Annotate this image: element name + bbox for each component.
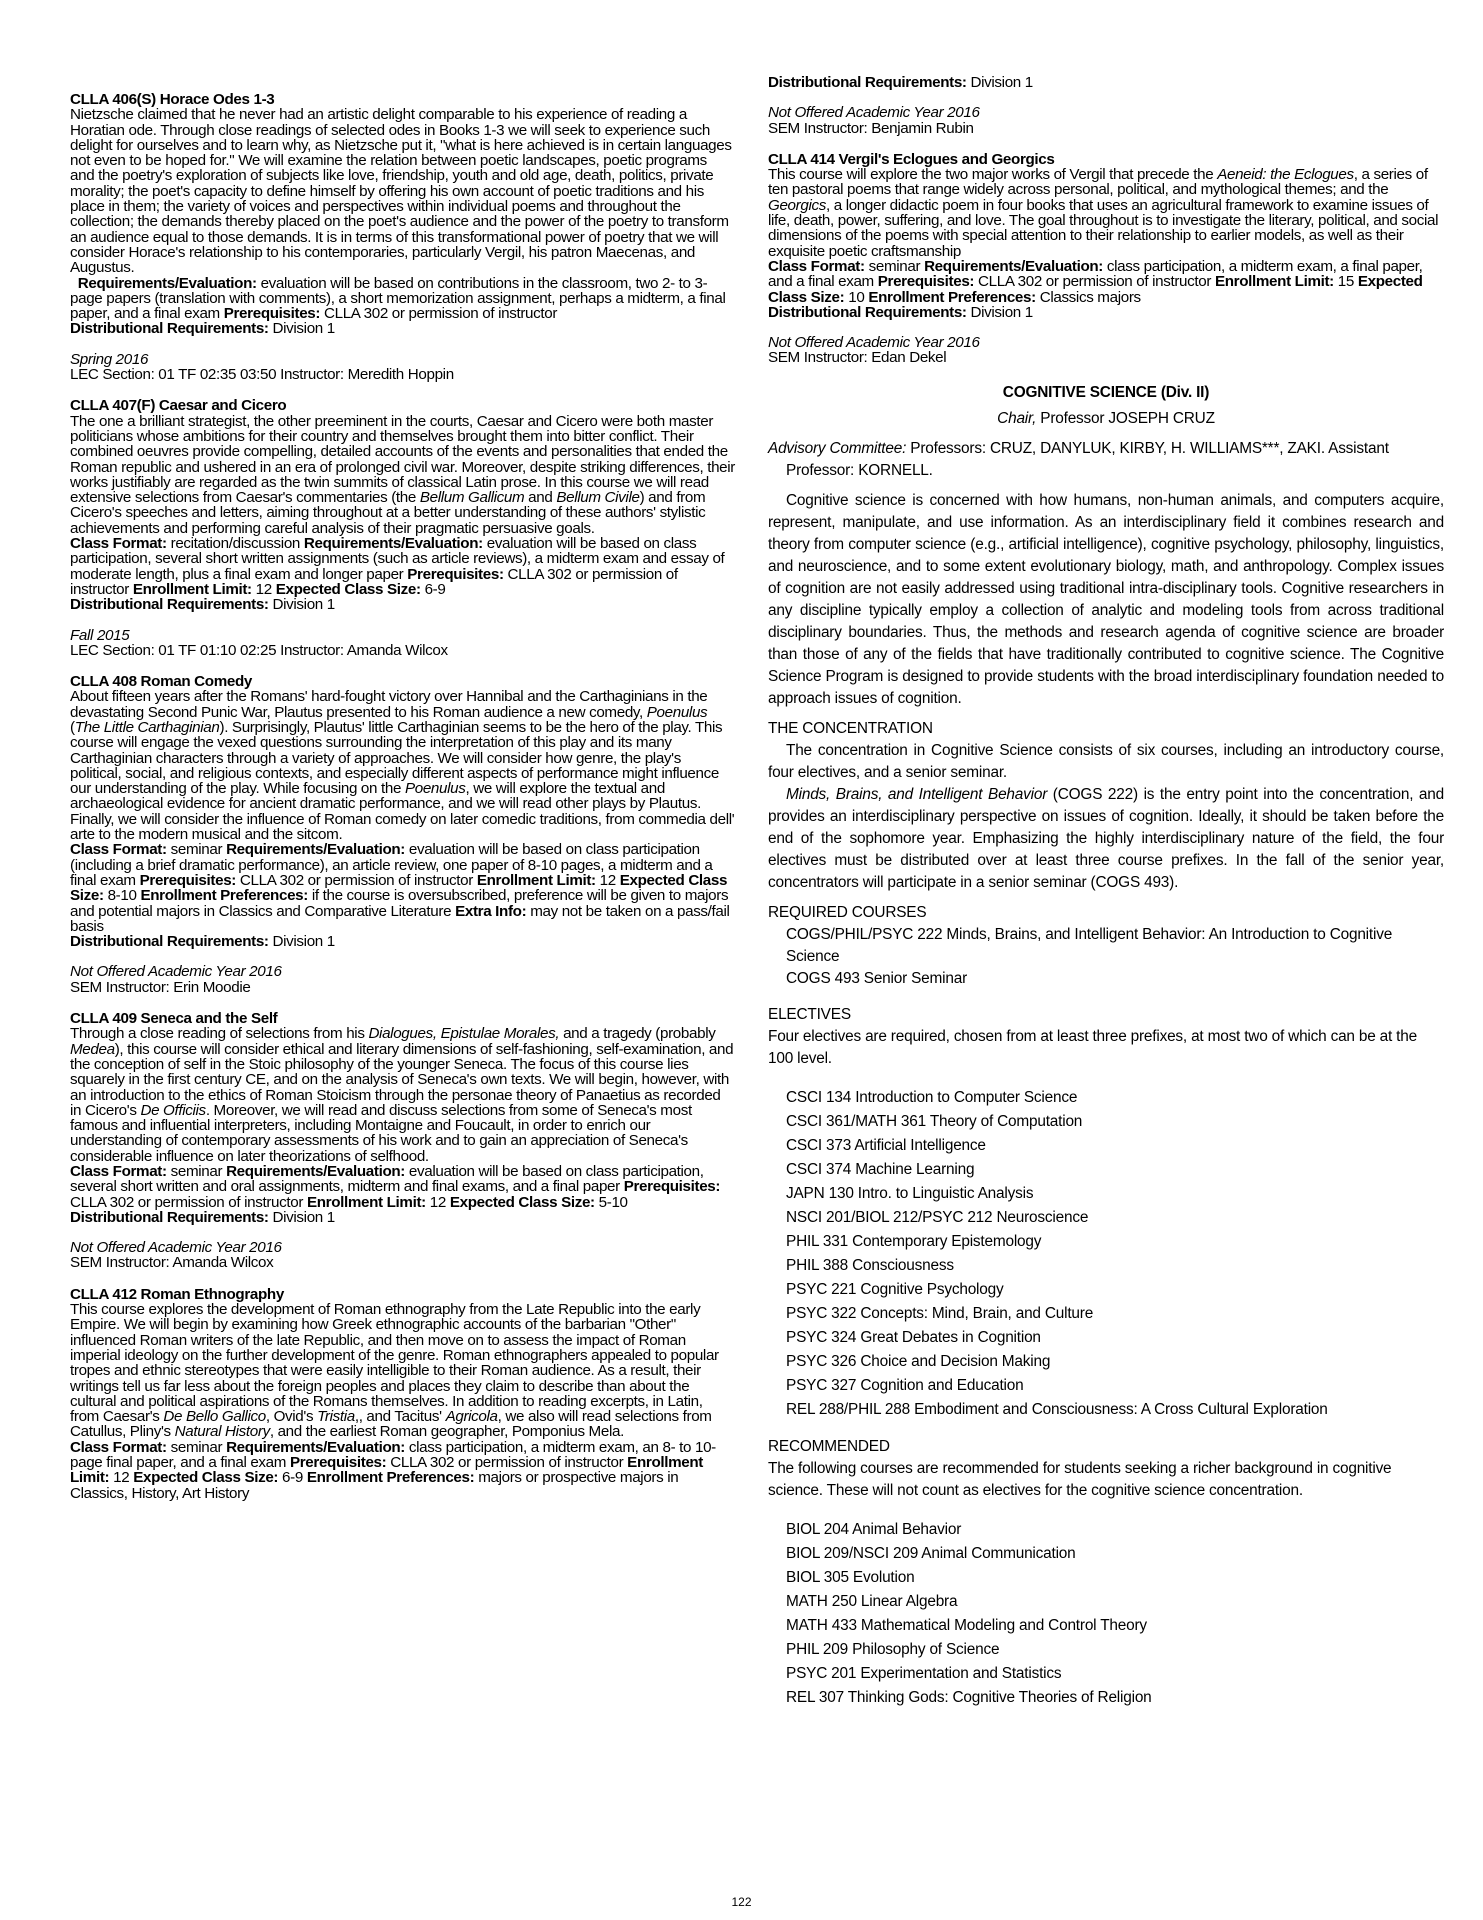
enroll-label: Enrollment Limit: [306,1193,426,1211]
format-value: seminar [868,257,921,275]
course-description [70,414,735,536]
offering [768,335,1444,366]
elective-course: CSCI 134 Introduction to Computer Science [786,1088,1078,1106]
dist-value: Division 1 [272,320,335,338]
offering-section: LEC Section: 01 TF 01:10 02:25 Instructor: Amanda Wilcox [70,641,448,659]
req-value: class participation, a midterm exam, an 8- to 10-page final paper, and a final exam [70,1438,716,1472]
page-number: 122 [731,1895,752,1909]
text-run: ,, and Tacitus' [354,1408,446,1426]
italic-title: De Officiis [140,1101,206,1119]
course-title: CLLA 414 Vergil's Eclogues and Georgics [768,150,1055,168]
recommended-course: PSYC 201 Experimentation and Statistics [786,1664,1062,1682]
concentration-paragraph-2: Minds, Brains, and Intelligent Behavior (COGS 222) is the entry point into the concentration, and provides an interdisciplinary perspective on issues of cognition. Ideally, it should be taken before the end of the sophomore year. Emphasizing the highly interdisciplinary nature of the field, the four electives must be distributed over at least three course prefixes. In the fall of the senior year, concentrators will participate in a senior seminar (COGS 493). [768,785,1444,891]
format-value: seminar [170,1163,223,1180]
format-label: Class Format: [70,535,167,553]
req-label: Requirements/Evaluation: [77,274,257,292]
text-run: About fifteen years after the Romans' hard-fought victory over Hannibal and the Carthaginians in the devastating Second Punic War, Plautus presented to his Roman audience a new comedy, [70,688,708,721]
concentration-paragraph-1: The concentration in Cognitive Science consists of six courses, including an introductory course, four electives, and a senior seminar. [768,741,1444,781]
course-continuation [768,75,1444,366]
offering-section: SEM Instructor: Edan Dekel [768,349,947,367]
text-run: . Moreover, we will read and discuss selections from some of Seneca's most famous and influential interpreters, including Montaigne and Foucault, in order to enrich our understanding of contemporary assessments of his work and to gain an appreciation of Seneca's considerable influence on later theorizations of selfhood. [70,1101,692,1165]
pref-label: Enrollment Preferences: [868,288,1036,306]
size-value: 8-10 [107,887,137,905]
course-details [70,1164,735,1210]
text-run: Through a close reading of selections from his [70,1025,369,1043]
elective-course: PSYC 327 Cognition and Education [786,1376,1024,1394]
recommended-course: BIOL 209/NSCI 209 Animal Communication [786,1544,1076,1562]
course-description [70,1302,735,1440]
format-label: Class Format: [768,257,865,275]
recommended-course: REL 307 Thinking Gods: Cognitive Theories of Religion [786,1688,1152,1706]
course-details [70,536,735,597]
text-run: and a tragedy (probably [559,1025,716,1043]
dist-value: Division 1 [272,1208,335,1226]
course-entry [70,92,735,382]
enroll-value: 12 [113,1469,130,1487]
text-run: , a longer didactic poem in four books that uses an agricultural framework to examine issues of life, death, power, suffering, and love. The goal throughout is to investigate the literary, political, and social dimensions of the poems with special attention to their relationship to earlier models, as well as their exquisite poetic craftsmanship [768,196,1439,260]
dist-line [768,305,1444,320]
text-run: ( [70,718,75,736]
offering-section: SEM Instructor: Benjamin Rubin [768,119,974,137]
offering-term: Not Offered Academic Year 2016 [768,104,980,122]
dist-line [70,597,735,612]
text-run: ). Surprisingly, Plautus' little Carthaginian seems to be the hero of the play. This course will engage the vexed questions surrounding the interpretation of this play and its many Carthaginian characters through a variety of approaches. We will consider how genre, the play's political, social, and religious contexts, and especially different aspects of performance might influence our understanding of the play. While focusing on the [70,718,723,798]
course-description [768,167,1444,259]
course-details [70,276,735,322]
electives-intro: Four electives are required, chosen from at least three prefixes, at most two of which can be at the 100 level. [768,1027,1417,1067]
required-course: COGS/PHIL/PSYC 222 Minds, Brains, and Intelligent Behavior: An Introduction to Cognitive Science [786,925,1393,965]
recommended-heading: RECOMMENDED [768,1437,890,1455]
course-details [70,842,735,934]
advisory-committee: Advisory Committee: Professors: CRUZ, DANYLUK, KIRBY, H. WILLIAMS***, ZAKI. Assistant Professor: KORNELL. [768,439,1389,479]
italic-title: Poenulus [404,780,466,798]
enroll-label: Enrollment Limit: [70,1454,703,1487]
recommended-course: BIOL 204 Animal Behavior [786,1520,962,1538]
prereq-label: Prerequisites: [223,305,321,323]
dist-line: Distributional Requirements: Division 1 [768,74,1033,91]
recommended-course: MATH 433 Mathematical Modeling and Control Theory [786,1616,1147,1634]
offering-term: Not Offered Academic Year 2016 [768,334,980,352]
italic-title: Bellum Gallicum [419,489,525,507]
req-label: Requirements/Evaluation: [924,257,1104,275]
italic-title: Dialogues, Epistulae Morales, [368,1025,560,1043]
dist-value: Division 1 [272,933,335,951]
enroll-label: Enrollment Limit: [1214,273,1334,291]
text-run: , a series of ten pastoral poems that range widely across personal, political, and mythological themes; and the [768,166,1428,199]
format-label: Class Format: [70,841,167,859]
left-column [70,0,735,1517]
offering-term: Spring 2016 [70,350,149,368]
italic-title: Bellum Civile [556,489,640,507]
req-value: evaluation will be based on contributions in the classroom, two 2- to 3-page papers (translation with comments), a short memorization assignment, perhaps a midterm, a final paper, and a final exam [70,274,726,323]
prereq-label: Prerequisites: [623,1178,721,1196]
elective-course: PSYC 324 Great Debates in Cognition [786,1328,1041,1346]
req-label: Requirements/Evaluation: [226,1163,406,1180]
dist-label: Distributional Requirements: [70,933,269,951]
italic-title: Poenulus [646,703,708,721]
course-entry [70,1011,735,1271]
text-run: , and the earliest Roman geographer, Pomponius Mela. [269,1423,624,1441]
dist-line [70,321,735,336]
offering-term: Not Offered Academic Year 2016 [70,1239,282,1257]
text-run: , we also will read selections from Catullus, Pliny's [70,1408,712,1441]
offering [70,964,735,995]
elective-course: PHIL 331 Contemporary Epistemology [786,1232,1042,1250]
pref-value: if the course is oversubscribed, preference will be given to majors and potential majors in Classics and Comparative Literature [70,887,729,920]
italic-title: Georgics [768,196,826,214]
size-label: Expected Class Size: [275,580,421,598]
pref-label: Enrollment Preferences: [306,1469,475,1487]
prereq-label: Prerequisites: [877,273,975,291]
recommended-intro: The following courses are recommended for students seeking a richer background in cognitive science. These will not count as electives for the cognitive science concentration. [768,1459,1392,1499]
course-description: Nietzsche claimed that he never had an artistic delight comparable to his experience of reading a Horatian ode. Through close readings of selected odes in Books 1-3 we will seek to experience such delight for ourselves and to learn why, as Nietzsche put it, "what is here achieved is in certain languages not even to be hoped for." We will examine the relation between poetic landscapes, poetic programs and the poetry's exploration of subjects like love, friendship, youth and old age, death, politics, private morality; the poet's capacity to define himself by offering his own account of poetic traditions and his place in them; the variety of voices and perspectives within individual poems and throughout the collection; the demands thereby placed on the poet's audience and the power of the poetry to transform an audience equal to those demands. It is in terms of this transformational power of poetry that we will consider Horace's relationship to his contemporaries, particularly Vergil, his patron Maecenas, and Augustus. [70,106,732,277]
enroll-value: 12 [599,871,616,889]
size-label: Expected Class Size: [133,1469,279,1487]
recommended-course: BIOL 305 Evolution [786,1568,915,1586]
prereq-value: CLLA 302 or permission of instructor [390,1454,624,1472]
text-run: ), this course will consider ethical and literary dimensions of self-fashioning, self-examination, and the conception of self in the Stoic philosophy of the younger Seneca. The focus of this course lies squarely in the first century CE, and on the analysis of Seneca's own texts. We will begin, however, with an introduction to the ethics of Roman Stoicism through the personae theory of Panaetius as recorded in Cicero's [70,1040,734,1119]
req-value: evaluation will be based on class participation, several short written and oral assignments, midterm and final exams, and a final paper [70,1163,704,1196]
format-label: Class Format: [70,1163,167,1180]
offering [70,352,735,383]
format-value: seminar [170,841,223,859]
elective-course: PSYC 326 Choice and Decision Making [786,1352,1051,1370]
course-entry [70,398,735,658]
prereq-value: CLLA 302 or permission of instructor [324,305,558,323]
prereq-label: Prerequisites: [289,1454,387,1472]
prereq-value: CLLA 302 or permission of instructor [978,273,1212,291]
elective-course: PHIL 388 Consciousness [786,1256,954,1274]
text-run: , Ovid's [265,1408,318,1426]
prereq-value: CLLA 302 or permission of instructor [70,1193,304,1211]
enroll-value: 15 [1337,273,1354,291]
text-run: and [524,489,557,507]
elective-course: CSCI 361/MATH 361 Theory of Computation [786,1112,1083,1130]
text-run: The one a brilliant strategist, the other preeminent in the courts, Caesar and Cicero were both master politicians whose ambitions for their country and themselves brought them into bitter conflict. Their combined oeuvres provide compelling, detailed accounts of the events and personalities that ended the Roman republic and ushered in an era of prolonged civil war. Moreover, despite striking differences, their works justifiably are regarded as the twin summits of classical Latin prose. In this course we will read extensive selections from Caesar's commentaries (the [70,412,736,507]
size-label: Expected Class Size: [768,273,1423,306]
offering [768,105,1444,136]
prereq-label: Prerequisites: [139,871,237,889]
required-course: COGS 493 Senior Seminar [786,969,968,987]
pref-value: Classics majors [1039,288,1141,306]
size-value: 5-10 [598,1193,628,1211]
italic-title: Aeneid: the Eclogues [1217,166,1354,184]
course-entry [70,1287,735,1501]
elective-course: NSCI 201/BIOL 212/PSYC 212 Neuroscience [786,1208,1089,1226]
dist-line [70,1210,735,1225]
elective-course: PSYC 221 Cognitive Psychology [786,1280,1004,1298]
italic-title: Medea [70,1040,115,1058]
size-label: Expected Class Size: [449,1193,595,1211]
right-column [768,0,1444,1710]
italic-title: De Bello Gallico [163,1408,266,1426]
recommended-course: MATH 250 Linear Algebra [786,1592,958,1610]
electives-heading: ELECTIVES [768,1005,851,1023]
italic-title: Tristia [317,1408,355,1426]
enroll-label: Enrollment Limit: [132,580,252,598]
intro-paragraph: Cognitive science is concerned with how humans, non-human animals, and computers acquire, represent, manipulate, and use information. As an interdisciplinary field it combines research and theory from computer science (e.g., artificial intelligence), cognitive psychology, philosophy, linguistics, and neuroscience, and to some extent evolutionary biology, math, and anthropology. Complex issues of cognition are not easily addressed using traditional intra-disciplinary tools. Cognitive researchers in any discipline typically employ a collection of analytic and modeling tools from across traditional disciplinary boundaries. Thus, the methods and research agenda of cognitive science are broader than those of any of the fields that have traditionally contributed to cognitive science. The Cognitive Science Program is designed to provide students with the broad interdisciplinary foundation needed to approach issues of cognition. [768,491,1444,707]
concentration-heading: THE CONCENTRATION [768,719,933,737]
offering-section: SEM Instructor: Amanda Wilcox [70,1254,274,1272]
course-title: CLLA 408 Roman Comedy [70,673,252,691]
dist-label: Distributional Requirements: [70,596,269,614]
req-value: evaluation will be based on class participation, several short written assignments (such as article reviews), a midterm exam and essay of moderate length, plus a final exam and longer paper [70,535,725,583]
req-label: Requirements/Evaluation: [226,1438,406,1456]
section-heading: COGNITIVE SCIENCE (Div. II) [1002,383,1210,401]
req-label: Requirements/Evaluation: [303,535,483,553]
text-run: This course explores the development of Roman ethnography from the Late Republic into the early Empire. We will begin by examining how Greek ethnographic accounts of the barbarian "Other" influenced Roman writers of the late Republic, and then move on to assess the impact of Roman imperial ideology on the further development of the genre. Roman ethnographers appealed to popular tropes and ethnic stereotypes that were easily intelligible to their Roman audience. As a result, their writings tell us far less about the foreign peoples and places they claim to describe than about the cultural and political aspirations of the Romans themselves. In addition to reading excerpts, in Latin, from Caesar's [70,1301,719,1426]
elective-course: PSYC 322 Concepts: Mind, Brain, and Culture [786,1304,1094,1322]
italic-title: Agricola [445,1408,498,1426]
recommended-course: PHIL 209 Philosophy of Science [786,1640,1000,1658]
req-label: Requirements/Evaluation: [226,841,406,859]
elective-course: REL 288/PHIL 288 Embodiment and Consciousness: A Cross Cultural Exploration [786,1400,1328,1418]
offering-term: Not Offered Academic Year 2016 [70,963,282,981]
elective-course: CSCI 374 Machine Learning [786,1160,975,1178]
elective-course: CSCI 373 Artificial Intelligence [786,1136,986,1154]
format-label: Class Format: [70,1438,167,1456]
format-value: recitation/discussion [170,535,301,553]
elective-course: JAPN 130 Intro. to Linguistic Analysis [786,1184,1034,1202]
text-run: , we will explore the textual and archaeological evidence for ancient dramatic performance, and we will read other plays by Plautus. Finally, we will consider the influence of Roman comedy on later comedic traditions, from commedia dell' arte to the modern musical and the sitcom. [70,780,735,844]
offering [70,628,735,659]
dist-value: Division 1 [272,596,335,614]
req-value: class participation, a midterm exam, a final paper, and a final exam [768,257,1423,291]
course-title: CLLA 407(F) Caesar and Cicero [70,397,287,415]
size-value: 6-9 [424,580,446,598]
offering-term: Fall 2015 [70,626,130,644]
italic-title: Natural History [174,1423,270,1441]
offering-section: SEM Instructor: Erin Moodie [70,978,251,996]
enroll-value: 12 [255,580,272,598]
italic-title: The Little Carthaginian [74,718,220,736]
extra-value: may not be taken on a pass/fail basis [70,902,730,935]
course-description [70,1026,735,1164]
size-value: 10 [848,288,865,306]
recommended-list [768,1518,1444,1710]
offering-section: LEC Section: 01 TF 02:35 03:50 Instructor: Meredith Hoppin [70,366,454,384]
course-details [768,259,1444,305]
prereq-label: Prerequisites: [407,565,504,583]
text-run: This course will explore the two major works of Vergil that precede the [768,166,1218,184]
text-run: ) and from Cicero's speeches and letters, aiming throughout at a better understanding of these authors' stylistic achievements and performing careful analysis of their pragmatic persuasive goals. [70,489,706,537]
dist-line [70,934,735,949]
dist-label: Distributional Requirements: [768,303,967,321]
course-title: CLLA 409 Seneca and the Self [70,1010,278,1028]
format-value: seminar [170,1438,223,1456]
prereq-value: CLLA 302 or permission of instructor [239,871,473,889]
electives-list [768,1086,1444,1422]
prereq-value: CLLA 302 or permission of instructor [70,565,678,598]
enroll-label: Enrollment Limit: [476,871,596,889]
required-heading: REQUIRED COURSES [768,903,927,921]
dist-label: Distributional Requirements: [70,1208,269,1226]
course-title: CLLA 406(S) Horace Odes 1-3 [70,91,275,108]
pref-label: Enrollment Preferences: [140,887,308,905]
dist-value: Division 1 [970,303,1033,321]
size-value: 6-9 [282,1469,303,1487]
course-clla-414 [768,152,1444,366]
course-details [70,1440,735,1501]
dist-label: Distributional Requirements: [70,320,269,338]
pref-value: majors or prospective majors in Classics, History, Art History [70,1469,679,1502]
req-value: evaluation will be based on class participation (including a brief dramatic performance), an article review, one paper of 8-10 pages, a midterm and a final exam [70,841,713,889]
course-title: CLLA 412 Roman Ethnography [70,1285,284,1303]
enroll-value: 12 [429,1193,446,1211]
extra-label: Extra Info: [455,902,527,920]
size-label: Expected Class Size: [70,871,728,905]
course-description [70,689,735,842]
offering [70,1240,735,1271]
chair-line: Chair, Professor JOSEPH CRUZ [997,409,1215,427]
cognitive-science-section [768,382,1444,1710]
course-entry [70,674,735,995]
